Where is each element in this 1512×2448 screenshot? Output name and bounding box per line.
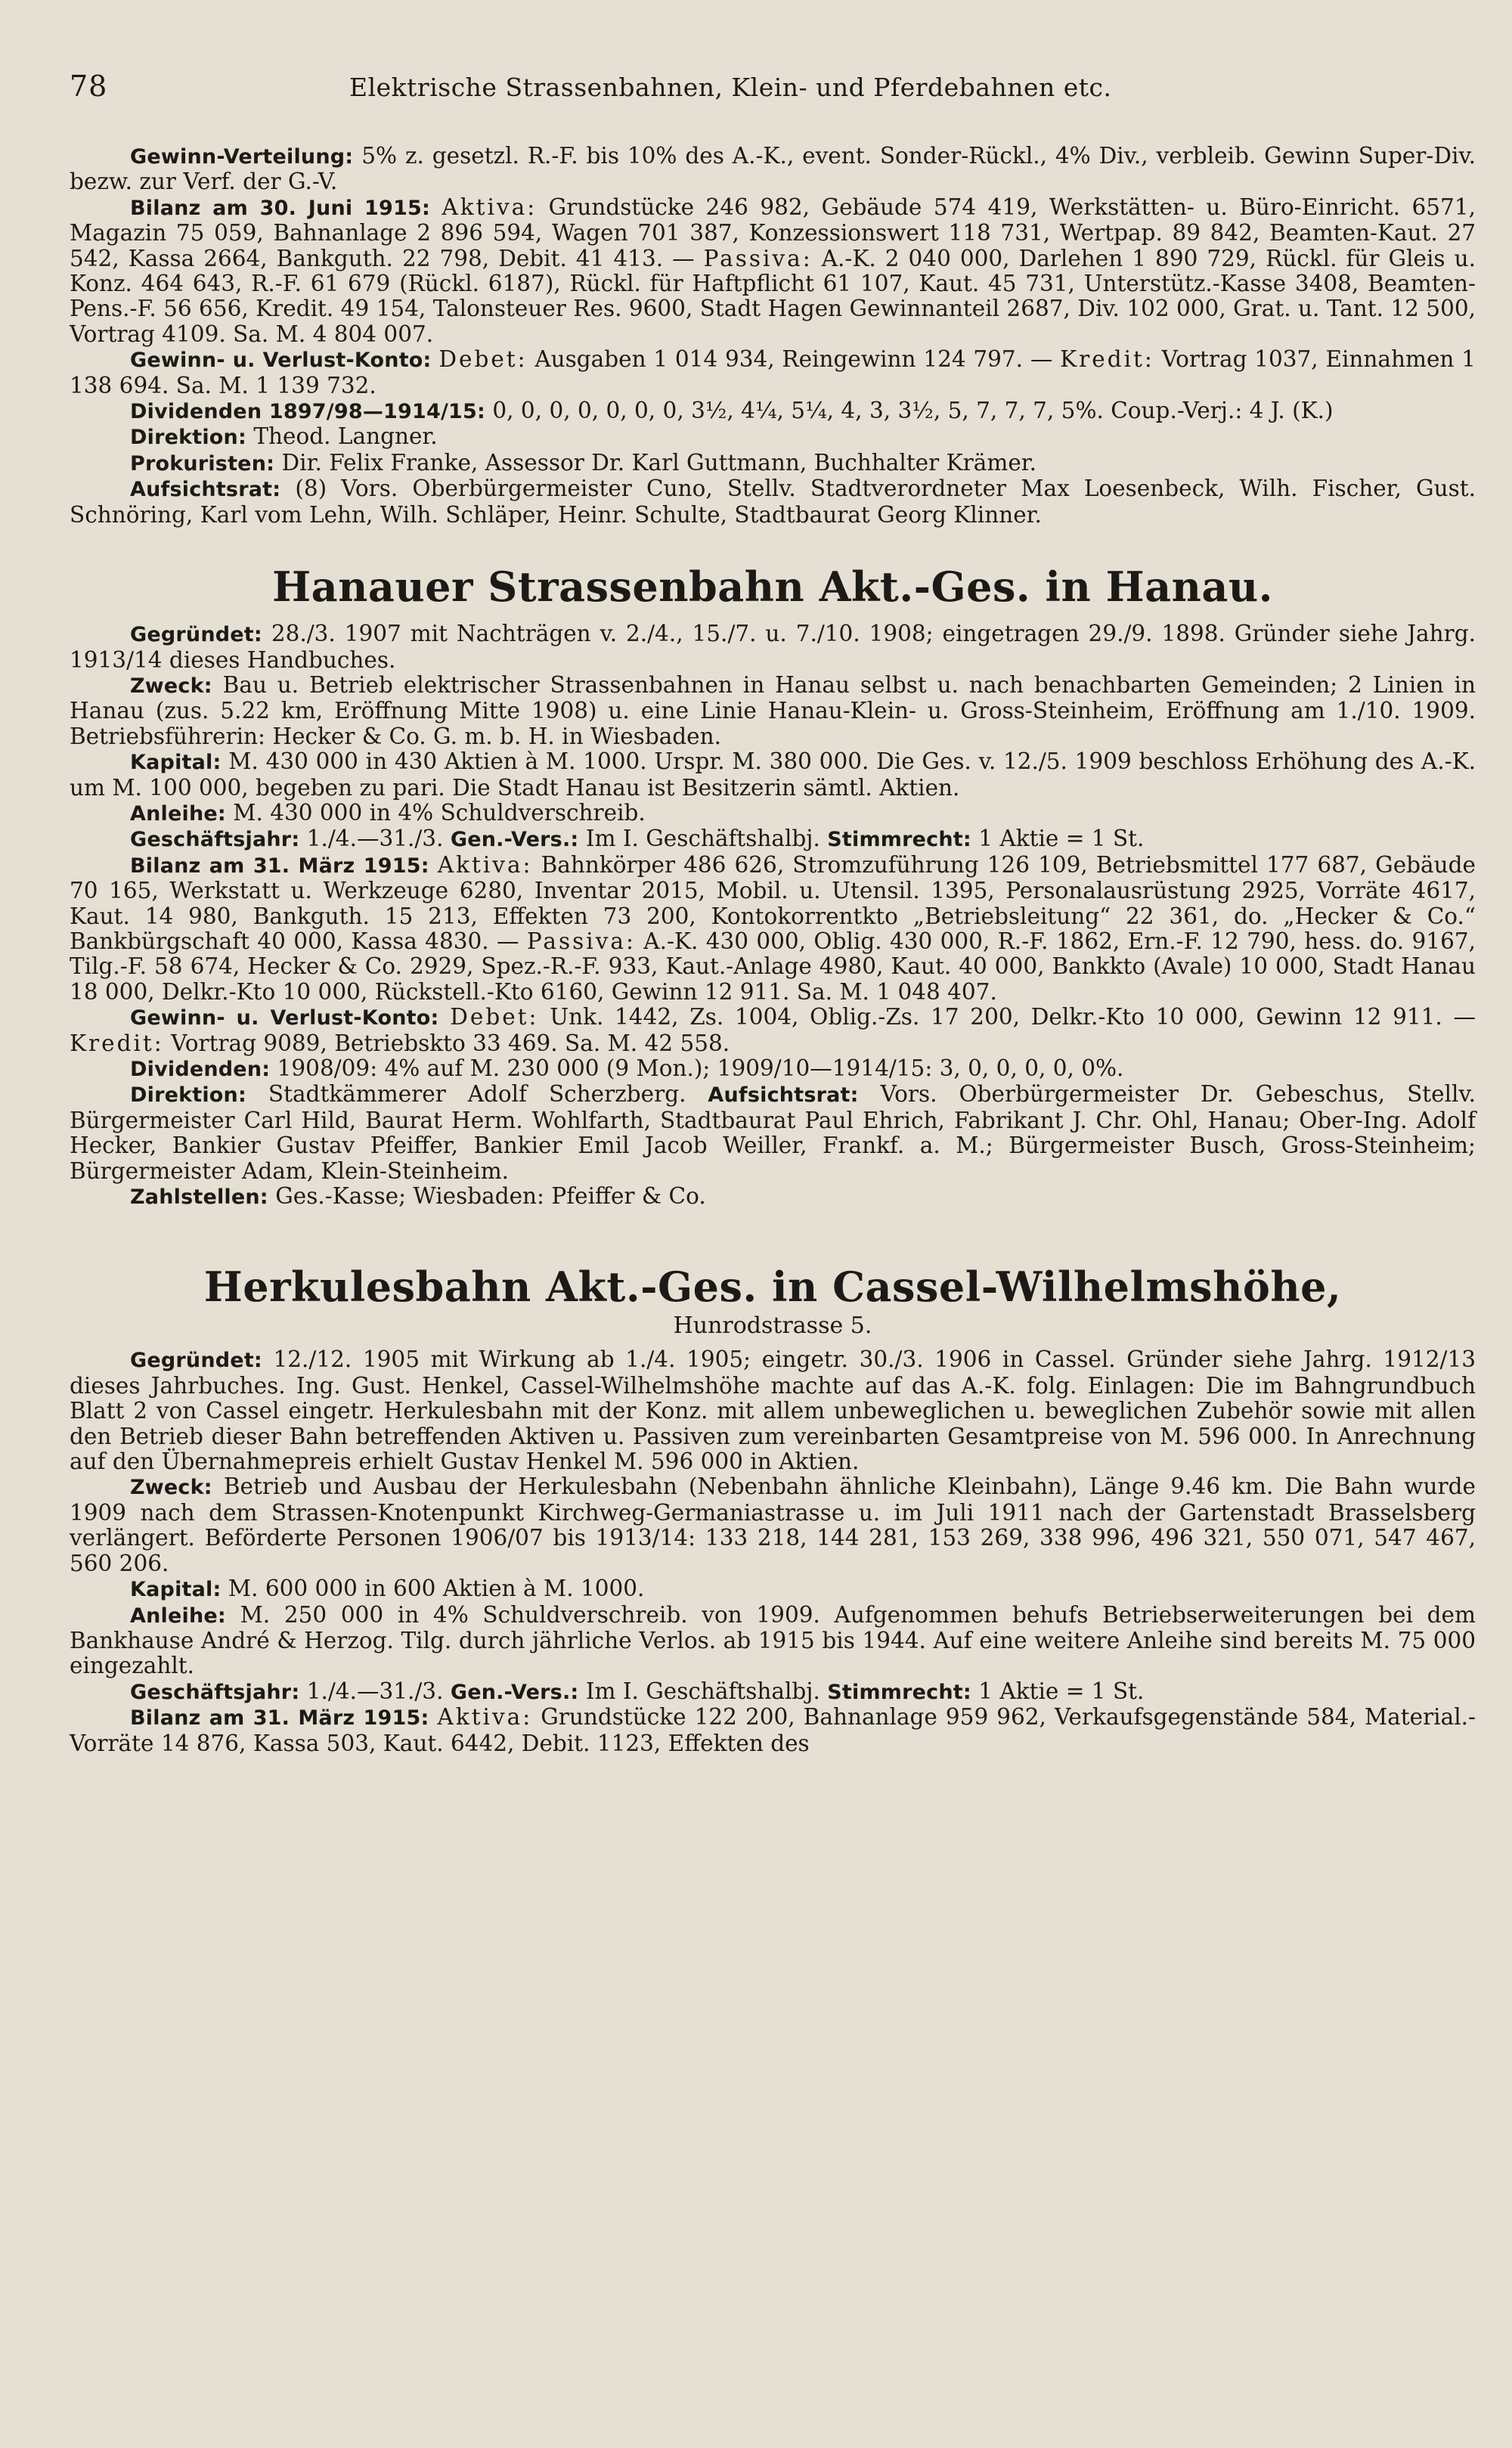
- entry-bilanz-hanau: [70, 853, 1476, 1005]
- text-direktion-hanau: Stadtkämmerer Adolf Scherzberg.: [268, 1081, 686, 1108]
- entry-anleihe-herkules: [70, 1603, 1476, 1679]
- entry-zahlstellen-hanau: [70, 1184, 1476, 1210]
- page-content: [70, 144, 1476, 1756]
- label-kredit-hanau: Kredit:: [70, 1030, 164, 1056]
- text-aktiva-hanau: Bahnkörper 486 626, Stromzuführung 126 109, Betriebsmittel 177 687, Gebäude 70 165, Werkstatt u. Werkzeuge 6280, Inventar 2015, Mobil. u. Utensil. 1395, Personalausrüstung 2925, Vorräte 4617, Kaut. 14 980, Bankguth. 15 213, Effekten 73 200, Kontokorrentkto „Betriebsleitung“ 22 361, do. „Hecker & Co.“ Bankbürgschaft 40 000, Kassa 4830. —: [70, 851, 1476, 954]
- label-passiva-hanau: Passiva:: [526, 928, 636, 954]
- label-aufsichtsrat: Aufsichtsrat:: [130, 478, 281, 502]
- label-direktion-hanau: Direktion:: [130, 1083, 246, 1108]
- text-zweck: Bau u. Betrieb elektrischer Strassenbahnen in Hanau selbst u. nach benachbarten Gemeinden; 2 Linien in Hanau (zus. 5.22 km, Eröffnung Mitte 1908) u. eine Linie Hanau-Klein- u. Gross-Steinheim, Eröffnung am 1./10. 1909. Betriebsführerin: Hecker & Co. G. m. b. H. in Wiesbaden.: [70, 671, 1476, 749]
- label-bilanz-hanau: Bilanz am 31. März 1915:: [130, 854, 429, 878]
- label-passiva: Passiva:: [703, 245, 813, 271]
- label-aktiva: Aktiva:: [442, 194, 538, 220]
- text-aufsichtsrat: (8) Vors. Oberbürgermeister Cuno, Stellv. Stadtverordneter Max Loesenbeck, Wilh. Fischer, Gust. Schnöring, Karl vom Lehn, Wilh. Schläper, Heinr. Schulte, Stadtbaurat Georg Klinner.: [70, 476, 1476, 528]
- text-zweck-herkules: Betrieb und Ausbau der Herkulesbahn (Nebenbahn ähnliche Kleinbahn), Länge 9.46 km. Die Bahn wurde 1909 nach dem Strassen-Knotenpunkt Kirchweg-Germaniastrasse u. im Juli 1911 nach der Gartenstadt Brasselsberg verlängert. Beförderte Personen 1906/07 bis 1913/14: 133 218, 144 281, 153 269, 338 996, 496 321, 550 071, 547 467, 560 206.: [70, 1473, 1476, 1576]
- label-aktiva-herkules: Aktiva:: [437, 1704, 533, 1731]
- text-gen-vers: Im I. Geschäftshalbj.: [585, 826, 820, 852]
- text-bilanz-aktiva: Grundstücke 246 982, Gebäude 574 419, Werkstätten- u. Büro-Einricht. 6571, Magazin 75 059, Bahnanlage 2 896 594, Wagen 701 387, Konzessionswert 118 731, Wertpap. 89 842, Beamten-Kaut. 27 542, Kassa 2664, Bankguth. 22 798, Debit. 41 413. —: [70, 194, 1476, 271]
- entry-zweck-herkules: [70, 1474, 1476, 1576]
- text-gewinn-verteilung: 5% z. gesetzl. R.-F. bis 10% des A.-K., event. Sonder-Rückl., 4% Div., verbleib. Gewinn Super-Div. bezw. zur Verf. der G.-V.: [70, 143, 1476, 195]
- text-debet: Ausgaben 1 014 934, Reingewinn 124 797. —: [534, 346, 1053, 373]
- entry-kapital-herkules: [70, 1576, 1476, 1602]
- label-stimmrecht-herkules: Stimmrecht:: [827, 1680, 971, 1704]
- text-bilanz-herkules: Grundstücke 122 200, Bahnanlage 959 962, Verkaufsgegenstände 584, Material.-Vorräte 14 876, Kassa 503, Kaut. 6442, Debit. 1123, Effekten des: [70, 1704, 1476, 1756]
- label-gewinn-verlust: Gewinn- u. Verlust-Konto:: [130, 349, 432, 373]
- entry-gewinn-verteilung: [70, 144, 1476, 195]
- text-dividenden: 0, 0, 0, 0, 0, 0, 0, 3½, 4¼, 5¼, 4, 3, 3½, 5, 7, 7, 7, 5%. Coup.-Verj.: 4 J. (K.): [492, 398, 1334, 424]
- entry-zweck: [70, 673, 1476, 749]
- text-zahlstellen-hanau: Ges.-Kasse; Wiesbaden: Pfeiffer & Co.: [275, 1183, 706, 1210]
- label-kredit: Kredit:: [1060, 346, 1154, 373]
- label-bilanz: Bilanz am 30. Juni 1915:: [130, 196, 430, 220]
- entry-bilanz-herkules: [70, 1705, 1476, 1756]
- entry-bilanz: [70, 195, 1476, 347]
- text-kredit: Vortrag 1037, Einnahmen 1 138 694. Sa. M. 1 139 732.: [70, 346, 1476, 398]
- entry-direktion-hanau: [70, 1082, 1476, 1184]
- label-gen-vers: Gen.-Vers.:: [450, 828, 579, 852]
- label-direktion: Direktion:: [130, 426, 246, 450]
- entry-kapital: [70, 749, 1476, 801]
- text-anleihe-herkules: M. 250 000 in 4% Schuldverschreib. von 1909. Aufgenommen behufs Betriebserweiterungen bei dem Bankhause André & Herzog. Tilg. durch jährliche Verlos. ab 1915 bis 1944. Auf eine weitere Anleihe sind bereits M. 75 000 eingezahlt.: [70, 1601, 1476, 1679]
- text-gegruendet: 28./3. 1907 mit Nachträgen v. 2./4., 15./7. u. 7./10. 1908; eingetragen 29./9. 1898. Gründer siehe Jahrg. 1913/14 dieses Handbuches.: [70, 621, 1476, 673]
- text-dividenden-hanau: 1908/09: 4% auf M. 230 000 (9 Mon.); 1909/10—1914/15: 3, 0, 0, 0, 0, 0%.: [277, 1055, 1124, 1081]
- text-aufsichtsrat-hanau: Vors. Oberbürgermeister Dr. Gebeschus, Stellv. Bürgermeister Carl Hild, Baurat Herm. Wohlfarth, Stadtbaurat Paul Ehrich, Fabrikant J. Chr. Ohl, Hanau; Ober-Ing. Adolf Hecker, Bankier Gustav Pfeiffer, Bankier Emil Jacob Weiller, Frankf. a. M.; Bürgermeister Busch, Gross-Steinheim; Bürgermeister Adam, Klein-Steinheim.: [70, 1081, 1476, 1184]
- label-prokuristen: Prokuristen:: [130, 451, 275, 476]
- label-gegruendet: Gegründet:: [130, 623, 262, 647]
- text-gen-vers-herkules: Im I. Geschäftshalbj.: [585, 1678, 820, 1704]
- label-kapital-herkules: Kapital:: [130, 1578, 222, 1602]
- text-kredit-hanau: Vortrag 9089, Betriebskto 33 469. Sa. M. 42 558.: [171, 1030, 730, 1056]
- text-kapital-herkules: M. 600 000 in 600 Aktien à M. 1000.: [228, 1576, 645, 1602]
- label-geschaeftsjahr: Geschäftsjahr:: [130, 828, 300, 852]
- text-kapital: M. 430 000 in 430 Aktien à M. 1000. Urspr. M. 380 000. Die Ges. v. 12./5. 1909 beschloss Erhöhung des A.-K. um M. 100 000, begeben zu pari. Die Stadt Hanau ist Besitzerin sämtl. Aktien.: [70, 748, 1476, 801]
- text-prokuristen: Dir. Felix Franke, Assessor Dr. Karl Guttmann, Buchhalter Krämer.: [281, 449, 1037, 476]
- entry-gewinn-verlust: [70, 347, 1476, 398]
- label-gen-vers-herkules: Gen.-Vers.:: [450, 1680, 579, 1704]
- label-zahlstellen-hanau: Zahlstellen:: [130, 1185, 268, 1210]
- text-debet-hanau: Unk. 1442, Zs. 1004, Oblig.-Zs. 17 200, Delkr.-Kto 10 000, Gewinn 12 911. —: [550, 1004, 1476, 1030]
- label-gewinn-verteilung: Gewinn-Verteilung:: [130, 145, 354, 169]
- label-kapital: Kapital:: [130, 751, 222, 775]
- label-anleihe: Anleihe:: [130, 801, 226, 826]
- text-direktion: Theod. Langner.: [253, 423, 438, 450]
- company-heading-hanau: Hanauer Strassenbahn Akt.-Ges. in Hanau.: [272, 562, 1273, 612]
- running-head: [70, 70, 1430, 115]
- label-aktiva-hanau: Aktiva:: [437, 851, 533, 878]
- label-debet: Debet:: [438, 346, 528, 373]
- label-dividenden-hanau: Dividenden:: [130, 1058, 271, 1081]
- text-geschaeftsjahr-herkules: 1./4.—31./3.: [306, 1678, 444, 1704]
- label-gewinn-verlust-hanau: Gewinn- u. Verlust-Konto:: [130, 1006, 439, 1030]
- text-geschaeftsjahr: 1./4.—31./3.: [306, 826, 444, 852]
- company-address-herkulesbahn: Hunrodstrasse 5.: [673, 1312, 872, 1340]
- page-number: 78: [70, 70, 108, 103]
- entry-geschaeftsjahr: [70, 826, 1476, 852]
- label-zweck: Zweck:: [130, 674, 212, 698]
- company-heading-herkulesbahn: Herkulesbahn Akt.-Ges. in Cassel-Wilhelmshöhe,: [203, 1263, 1342, 1312]
- label-zweck-herkules: Zweck:: [130, 1476, 212, 1500]
- text-bilanz-passiva: A.-K. 2 040 000, Darlehen 1 890 729, Rückl. für Gleis u. Konz. 464 643, R.-F. 61 679 (Rückl. 6187), Rückl. für Haftpflicht 61 107, Kaut. 45 731, Unterstütz.-Kasse 3408, Beamten-Pens.-F. 56 656, Kredit. 49 154, Talonsteuer Res. 9600, Stadt Hagen Gewinnanteil 2687, Div. 102 000, Grat. u. Tant. 12 500, Vortrag 4109. Sa. M. 4 804 007.: [70, 245, 1476, 347]
- entry-anleihe: [70, 801, 1476, 826]
- running-title: Elektrische Strassenbahnen, Klein- und Pferdebahnen etc.: [349, 73, 1112, 102]
- entry-geschaeftsjahr-herkules: [70, 1679, 1476, 1705]
- text-stimmrecht-herkules: 1 Aktie = 1 St.: [978, 1678, 1145, 1704]
- label-geschaeftsjahr-herkules: Geschäftsjahr:: [130, 1680, 300, 1704]
- entry-gegruendet: [70, 621, 1476, 673]
- entry-dividenden-hanau: [70, 1056, 1476, 1082]
- text-stimmrecht: 1 Aktie = 1 St.: [978, 826, 1145, 852]
- label-stimmrecht: Stimmrecht:: [827, 828, 971, 852]
- entry-dividenden: [70, 398, 1476, 424]
- text-gegruendet-herkules: 12./12. 1905 mit Wirkung ab 1./4. 1905; eingetr. 30./3. 1906 in Cassel. Gründer siehe Jahrg. 1912/13 dieses Jahrbuches. Ing. Gust. Henkel, Cassel-Wilhelmshöhe machte auf das A.-K. folg. Einlagen: Die im Bahngrundbuch Blatt 2 von Cassel eingetr. Herkulesbahn mit der Konz. mit allem unbeweglichen u. beweglichen Zubehör sowie mit allen den Betrieb dieser Bahn betreffenden Aktiven u. Passiven zum vereinbarten Gesamtpreise von M. 596 000. In Anrechnung auf den Übernahmepreis erhielt Gustav Henkel M. 596 000 in Aktien.: [70, 1346, 1476, 1475]
- label-dividenden: Dividenden 1897/98—1914/15:: [130, 400, 486, 424]
- entry-prokuristen: [70, 451, 1476, 476]
- entry-aufsichtsrat: [70, 476, 1476, 528]
- label-aufsichtsrat-hanau: Aufsichtsrat:: [708, 1083, 859, 1108]
- entry-gegruendet-herkules: [70, 1347, 1476, 1474]
- entry-gewinn-verlust-hanau: [70, 1005, 1476, 1056]
- label-anleihe-herkules: Anleihe:: [130, 1604, 226, 1628]
- text-passiva-hanau: A.-K. 430 000, Oblig. 430 000, R.-F. 1862, Ern.-F. 12 790, hess. do. 9167, Tilg.-F. 58 674, Hecker & Co. 2929, Spez.-R.-F. 933, Kaut.-Anlage 4980, Kaut. 40 000, Bankkto (Avale) 10 000, Stadt Hanau 18 000, Delkr.-Kto 10 000, Rückstell.-Kto 6160, Gewinn 12 911. Sa. M. 1 048 407.: [70, 928, 1476, 1005]
- label-gegruendet-herkules: Gegründet:: [130, 1349, 262, 1373]
- text-anleihe: M. 430 000 in 4% Schuldverschreib.: [233, 799, 646, 826]
- entry-direktion: [70, 424, 1476, 450]
- label-debet-hanau: Debet:: [450, 1004, 539, 1030]
- label-bilanz-herkules: Bilanz am 31. März 1915:: [130, 1706, 429, 1731]
